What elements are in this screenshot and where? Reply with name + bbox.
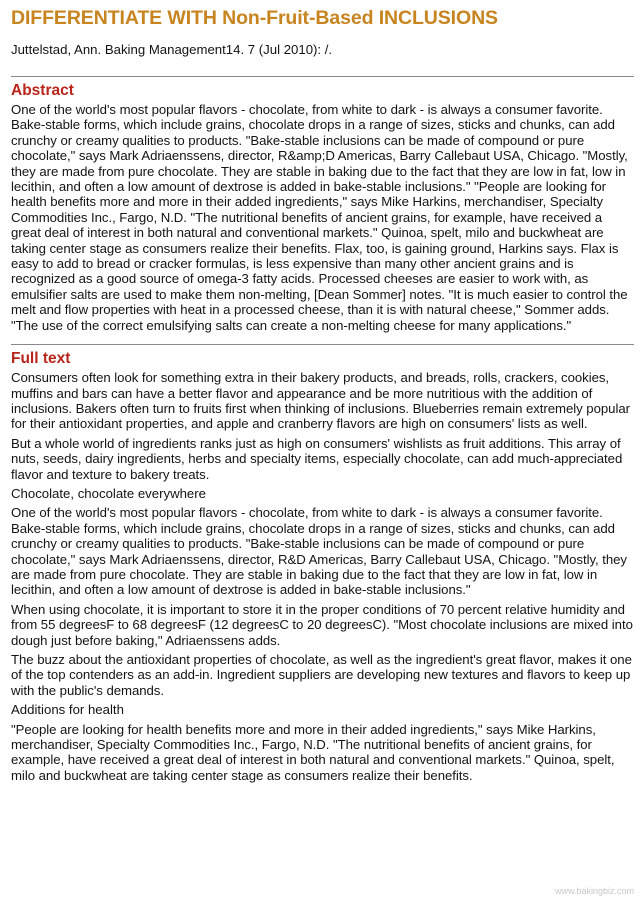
fulltext-paragraph: Consumers often look for something extra in their bakery products, and breads, rolls, crackers, cookies, muffins and bars can have a better flavor and appearance and be more nutritious with the addition of inclusions. Bakers often turn to fruits first when thinking of inclusions. Blueberries remain extremely popular for their antioxidant properties, and apple and cranberry flavors are high on consumers' lists as well.: [11, 370, 630, 432]
article-title: DIFFERENTIATE WITH Non-Fruit-Based INCLUSIONS: [11, 7, 498, 29]
abstract-heading: Abstract: [11, 82, 74, 99]
fulltext-paragraph: One of the world's most popular flavors - chocolate, from white to dark - is always a consumer favorite. Bake-stable forms, which include grains, chocolate drops in a range of sizes, sticks and chunks, can add crunchy or creamy qualities to products. "Bake-stable inclusions can be made of compound or pure chocolate," says Mark Adriaenssens, director, R&D Americas, Barry Callebaut USA, Chicago. "Mostly, they are made from pure chocolate. They are stable in baking due to the fact that they are low in fat, low in lecithin, and often a low amount of dextrose is added in bake-stable inclusions.": [11, 505, 627, 598]
abstract-text: One of the world's most popular flavors - chocolate, from white to dark - is always a consumer favorite. Bake-stable forms, which include grains, chocolate drops in a range of sizes, sticks and chunks, can add crunchy or creamy qualities to products. "Bake-stable inclusions can be made of compound or pure chocolate," says Mark Adriaenssens, director, R&amp;D Americas, Barry Callebaut USA, Chicago. "Mostly, they are made from pure chocolate. They are stable in baking due to the fact that they are low in fat, low in lecithin, and often a low amount of dextrose is added in bake-stable inclusions." "People are looking for health benefits more and more in their added ingredients," says Mike Harkins, merchandiser, Specialty Commodities Inc., Fargo, N.D. "The nutritional benefits of ancient grains, for example, have received a great deal of interest in both natural and conventional markets." Quinoa, spelt, milo and buckwheat are taking center stage as consumers realize their benefits. Flax, too, is gaining ground, Harkins says. Flax is easy to add to bread or cracker formulas, is less expensive than many other ancient grains and is recognized as a good source of omega-3 fatty acids. Processed cheeses are easier to work with, as emulsifier salts are used to make them non-melting, [Dean Sommer] notes. "It is much easier to control the melt and flow properties with heat in a processed cheese, than it is with natural cheese," Sommer adds. "The use of the correct emulsifying salts can create a non-melting cheese for many applications.": [11, 102, 628, 333]
fulltext-section: [11, 350, 634, 783]
fulltext-divider: [11, 344, 634, 345]
fulltext-paragraph: "People are looking for health benefits more and more in their added ingredients," says Mike Harkins, merchandiser, Specialty Commodities Inc., Fargo, N.D. "The nutritional benefits of ancient grains, for example, have received a great deal of interest in both natural and conventional markets." Quinoa, spelt, milo and buckwheat are taking center stage as consumers realize their benefits.: [11, 721, 615, 783]
fulltext-heading: Full text: [11, 350, 71, 368]
abstract-section: [11, 82, 634, 333]
fulltext-paragraph: But a whole world of ingredients ranks just as high on consumers' wishlists as fruit additions. This array of nuts, seeds, dairy ingredients, herbs and specialty items, especially chocolate, can add much-appreciated flavor and texture to bakery treats.: [11, 435, 623, 482]
fulltext-subheading: Additions for health: [11, 702, 124, 718]
article-citation: Juttelstad, Ann. Baking Management14. 7 (Jul 2010): /.: [11, 42, 333, 57]
fulltext-paragraph: The buzz about the antioxidant properties of chocolate, as well as the ingredient's great flavor, makes it one of the top contenders as an add-in. Ingredient suppliers are developing new textures and flavors to keep up with the public's demands.: [11, 652, 632, 698]
site-watermark: www.bakingbiz.com: [554, 886, 634, 896]
fulltext-subheading: Chocolate, chocolate everywhere: [11, 485, 206, 501]
abstract-divider: [11, 76, 634, 77]
fulltext-paragraph: When using chocolate, it is important to store it in the proper conditions of 70 percent relative humidity and from 55 degreesF to 68 degreesF (12 degreesC to 20 degreesC). "Most chocolate inclusions are mixed into dough just before baking," Adriaenssens adds.: [11, 601, 633, 648]
